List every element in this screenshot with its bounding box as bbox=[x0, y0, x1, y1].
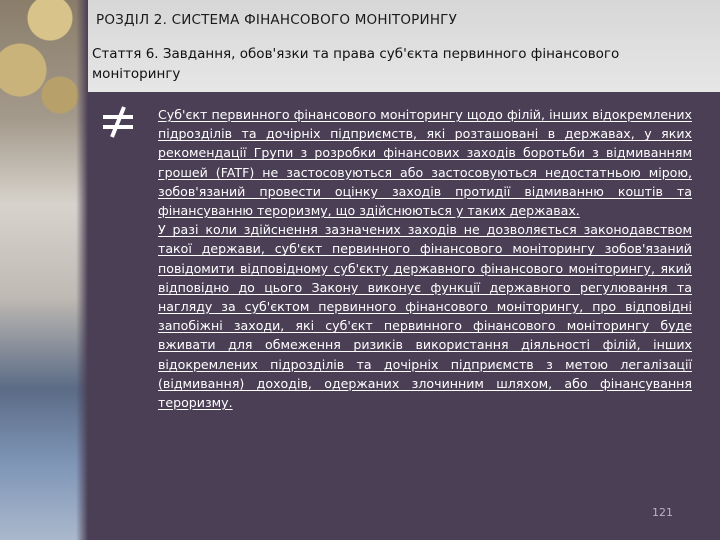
article-title: Стаття 6. Завдання, обов'язки та права суб'єкта первинного фінансового моніторингу bbox=[92, 46, 620, 82]
decorative-collage-image bbox=[0, 0, 88, 540]
body-text bbox=[158, 105, 692, 412]
not-equal-icon bbox=[100, 104, 136, 140]
page-number: 121 bbox=[652, 506, 673, 519]
paragraph-1: Суб'єкт первинного фінансового моніторингу щодо філій, інших відокремлених підрозділів та дочірніх підприємств, які розташовані в державах, у яких рекомендації Групи з розробки фінансових заходів боротьби з відмиванням грошей (FATF) не застосовуються або застосовуються недостатньою мірою, зобов'язаний провести оцінку заходів протидії відмиванню коштів та фінансуванню тероризму, що здійснюються у таких державах. bbox=[158, 107, 692, 219]
section-title: РОЗДІЛ 2. СИСТЕМА ФІНАНСОВОГО МОНІТОРИНГУ bbox=[96, 12, 458, 28]
paragraph-2: У разі коли здійснення зазначених заходів не дозволяється законодавством такої держави, суб'єкт первинного фінансового моніторингу зобов'язаний повідомити відповідному суб'єкту державного фінансового моніторингу, який відповідно до цього Закону виконує функції державного регулювання та нагляду за суб'єктом первинного фінансового моніторингу, про відповідні запобіжні заходи, які суб'єкт первинного фінансового моніторингу буде вживати для обмеження ризиків використання діяльності філій, інших відокремлених підрозділів та дочірніх підприємств з метою легалізації (відмивання) доходів, одержаних злочинним шляхом, або фінансування тероризму. bbox=[158, 222, 692, 411]
